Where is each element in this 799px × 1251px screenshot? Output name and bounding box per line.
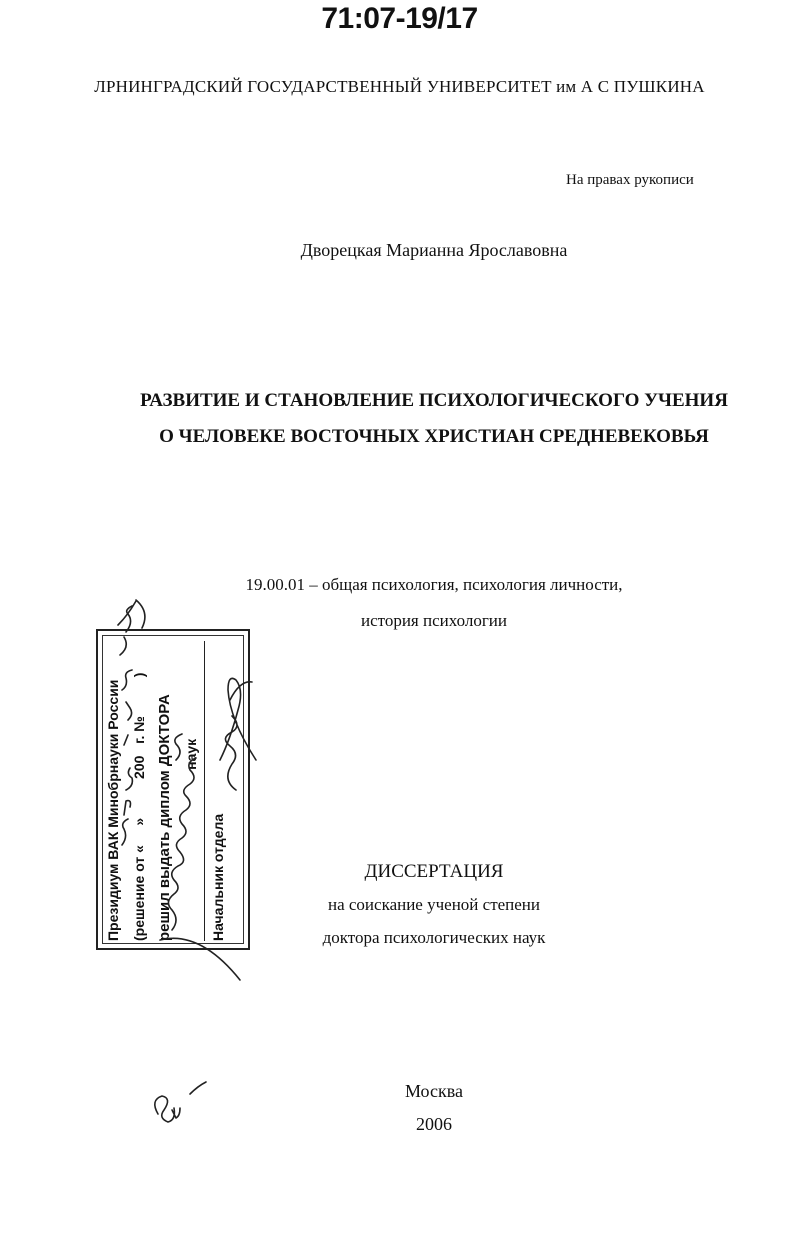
year: 2006 bbox=[416, 1114, 452, 1134]
stamp-line-3: решил выдать диплом ДОКТОРА bbox=[156, 694, 173, 941]
title-line-2: О ЧЕЛОВЕКЕ ВОСТОЧНЫХ ХРИСТИАН СРЕДНЕВЕКОВЬЯ bbox=[159, 426, 709, 447]
stamp-line-1: Президиум ВАК Минобрнауки России bbox=[105, 679, 121, 941]
author-name: Дворецкая Марианна Ярославовна bbox=[300, 240, 568, 260]
specialty-line-1: 19.00.01 – общая психология, психология личности, bbox=[245, 575, 623, 594]
title-line-1: РАЗВИТИЕ И СТАНОВЛЕНИЕ ПСИХОЛОГИЧЕСКОГО УЧЕНИЯ bbox=[140, 390, 728, 411]
document-type: ДИССЕРТАЦИЯ bbox=[364, 861, 504, 882]
degree-line-2: доктора психологических наук bbox=[322, 928, 546, 947]
catalog-number: 71:07-19/17 bbox=[321, 2, 478, 35]
document-type-block bbox=[0, 855, 799, 954]
stamp-line-2: (решение от « » 200 г. № ) bbox=[131, 672, 147, 941]
city: Москва bbox=[405, 1081, 463, 1101]
university-name: ЛРНИНГРАДСКИЙ ГОСУДАРСТВЕННЫЙ УНИВЕРСИТЕТ им А С ПУШКИНА bbox=[94, 77, 705, 96]
degree-line-1: на соискание ученой степени bbox=[327, 895, 541, 914]
stamp-line-5: Начальник отдела bbox=[210, 813, 226, 941]
stamp-line-4: наук bbox=[178, 641, 205, 941]
dissertation-title bbox=[0, 383, 799, 455]
manuscript-rights-note: На правах рукописи bbox=[566, 172, 694, 188]
specialty-line-2: история психологии bbox=[360, 611, 508, 630]
place-and-year bbox=[0, 1075, 799, 1141]
